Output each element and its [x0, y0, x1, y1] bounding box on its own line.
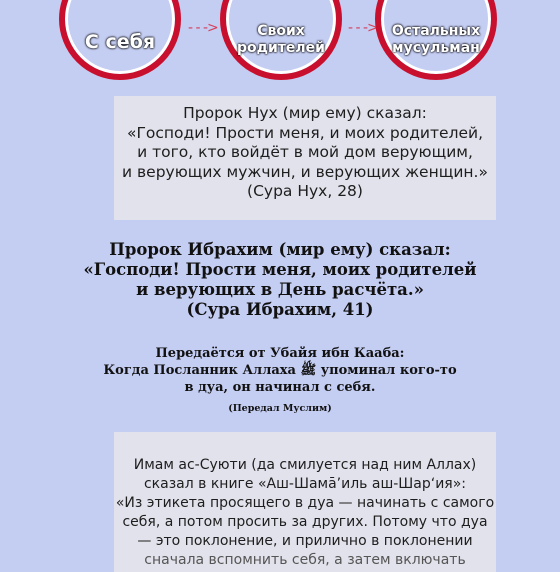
quote-ibrahim-line: Пророк Ибрахим (мир ему) сказал:: [109, 240, 451, 259]
circle-parents-line1: Своих: [257, 23, 305, 39]
circle-parents-line2: родителей: [237, 40, 325, 56]
arrow-right-icon: - - ->: [348, 20, 378, 36]
suyuti-box: [114, 432, 496, 572]
circle-self: [59, 0, 181, 80]
quote-ibrahim-line: «Господи! Прости меня, моих родителей: [83, 260, 477, 279]
suyuti-line: — это поклонение, и прилично в поклонении: [137, 533, 473, 549]
quote-ibrahim: [0, 240, 560, 320]
arrow-right-icon: - - ->: [188, 20, 218, 36]
quote-nuh-source: (Сура Нух, 28): [247, 182, 363, 200]
quote-nuh-line: Пророк Нух (мир ему) сказал:: [183, 104, 427, 122]
suyuti-line: Имам ас-Суюти (да смилуется над ним Аллах): [133, 457, 477, 473]
suyuti-line: себя, а потом просить за других. Потому что дуа: [122, 514, 488, 530]
suyuti-line: сказал в книге «Аш-Шамā’иль аш-Шар‘ия»:: [143, 476, 466, 492]
circle-muslims: [375, 0, 497, 80]
circle-muslims-line1: Остальных: [391, 23, 481, 39]
hadith-line: Когда Посланник Аллаха ﷺ упоминал кого-то: [103, 363, 457, 378]
quote-nuh-box: [114, 96, 496, 220]
hadith-source-note: (Передал Муслим): [228, 403, 332, 414]
circle-parents-label: [237, 23, 325, 57]
quote-ibrahim-source: (Сура Ибрахим, 41): [186, 300, 374, 319]
quote-nuh-line: и того, кто войдёт в мой дом верующим,: [137, 143, 473, 161]
hadith-line: в дуа, он начинал с себя.: [184, 380, 376, 395]
circle-self-label: С себя: [84, 31, 156, 53]
quote-ibrahim-line: и верующих в День расчёта.»: [136, 280, 424, 299]
circle-muslims-line2: мусульман: [392, 40, 480, 56]
suyuti-line: сначала вспомнить себя, а затем включать: [144, 552, 466, 568]
quote-nuh-line: и верующих мужчин, и верующих женщин.»: [122, 162, 488, 181]
quote-nuh-line: «Господи! Прости меня, и моих родителей,: [126, 123, 484, 142]
circle-muslims-label: [392, 23, 480, 57]
circle-parents: [220, 0, 342, 80]
priority-circles: [0, 0, 560, 90]
suyuti-line: «Из этикета просящего в дуа — начинать с самого: [115, 495, 495, 511]
hadith-line: Передаётся от Убайя ибн Кааба:: [155, 346, 405, 361]
hadith-block: [0, 345, 560, 417]
